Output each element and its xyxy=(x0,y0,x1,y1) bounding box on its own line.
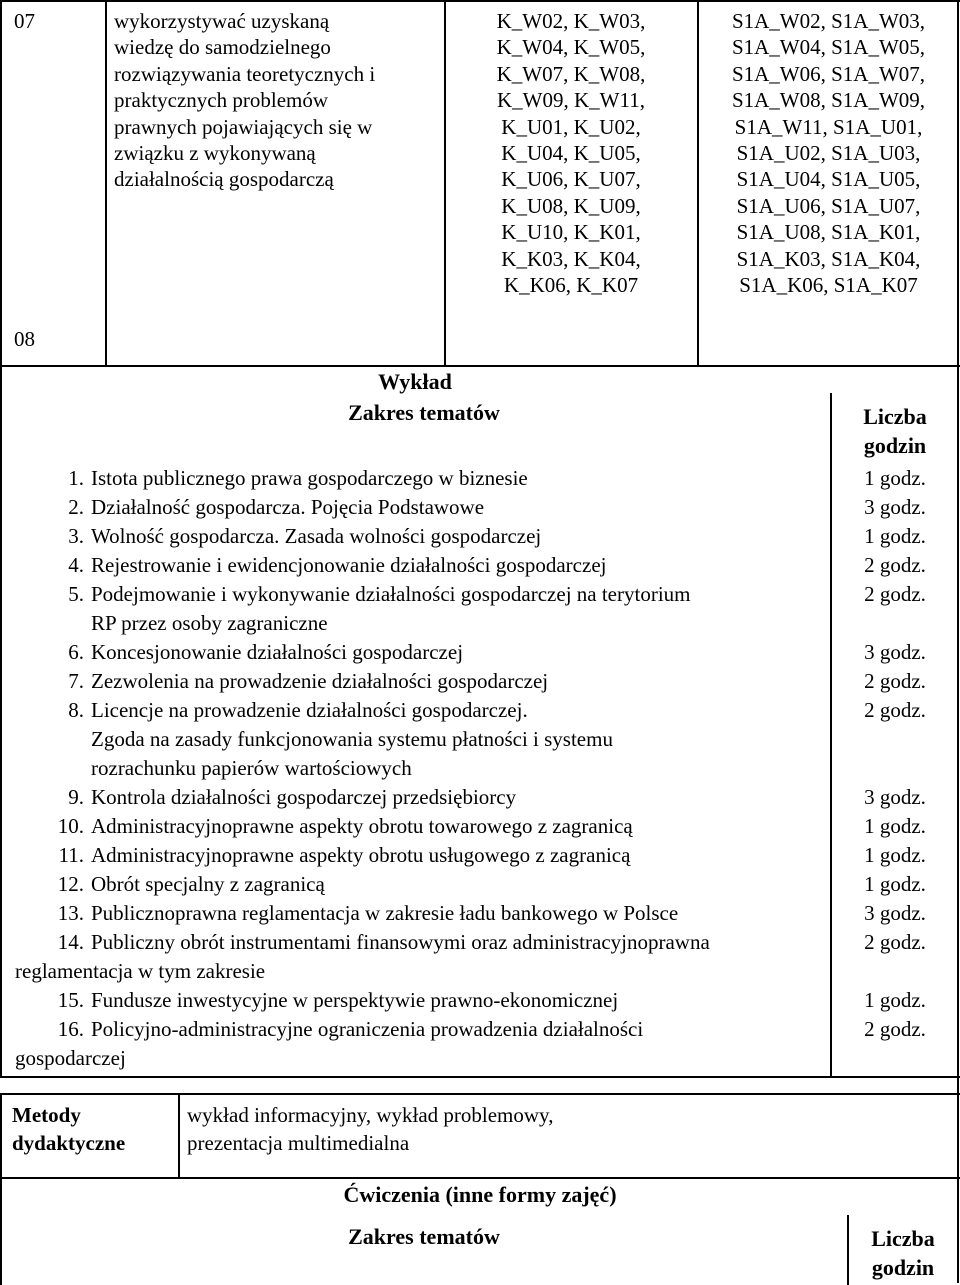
topic-number: 1. xyxy=(68,466,84,490)
outcome-description xyxy=(114,8,444,193)
topic-text: Publicznoprawna reglamentacja w zakresie ładu bankowego w Polsce xyxy=(91,901,679,925)
description-line: związku z wykonywaną xyxy=(114,141,316,166)
list-item xyxy=(0,870,820,899)
topic-number: 11. xyxy=(58,843,84,867)
description-line: prawnych pojawiających się w xyxy=(114,114,373,139)
topic-number: 16. xyxy=(57,1017,84,1041)
hours-spacer xyxy=(835,609,955,638)
list-item xyxy=(0,551,820,580)
metody-value-line: prezentacja multimedialna xyxy=(187,1131,410,1155)
topic-number: 15. xyxy=(57,988,84,1012)
hours-value: 3 godz. xyxy=(864,785,926,809)
topic-number: 9. xyxy=(68,785,84,809)
metody-divider xyxy=(178,1093,180,1177)
hours-header-line: godzin xyxy=(871,1255,935,1280)
description-line: praktycznych problemów xyxy=(114,88,329,113)
metody-label-line: Metody xyxy=(12,1103,81,1127)
topic-number: 2. xyxy=(68,495,84,519)
list-item xyxy=(0,783,820,812)
code-line: S1A_U02, S1A_U03, xyxy=(736,141,921,166)
hours-header-line: Liczba xyxy=(871,1226,935,1251)
topic-number: 8. xyxy=(68,698,84,722)
topic-text: Policyjno-administracyjne ograniczenia prowadzenia działalności xyxy=(91,1017,644,1041)
list-item xyxy=(0,464,820,493)
list-item xyxy=(0,928,820,986)
obszarowe-codes xyxy=(699,8,958,298)
code-line: K_U08, K_U09, xyxy=(501,193,641,218)
hours-value: 1 godz. xyxy=(864,814,926,838)
code-line: S1A_U06, S1A_U07, xyxy=(736,193,921,218)
list-item xyxy=(0,841,820,870)
topic-text-continued: rozrachunku papierów wartościowych xyxy=(91,756,412,780)
hours-header-line: Liczba xyxy=(863,404,927,429)
hours-spacer xyxy=(835,754,955,783)
topic-number: 12. xyxy=(57,872,84,896)
code-line: K_U04, K_U05, xyxy=(501,141,641,166)
topic-number: 4. xyxy=(68,553,84,577)
lecture-topics-list xyxy=(0,464,820,1073)
code-line: K_W04, K_W05, xyxy=(496,35,646,60)
description-line: wiedzę do samodzielnego xyxy=(114,35,331,60)
hours-value: 1 godz. xyxy=(864,524,926,548)
topic-number: 10. xyxy=(57,814,84,838)
metody-left-border xyxy=(0,1093,2,1177)
topic-number: 6. xyxy=(68,640,84,664)
hours-value: 1 godz. xyxy=(864,843,926,867)
metody-value-line: wykład informacyjny, wykład problemowy, xyxy=(187,1103,554,1127)
hours-column-divider xyxy=(830,393,832,1076)
code-line: K_W09, K_W11, xyxy=(497,88,645,113)
list-item xyxy=(0,812,820,841)
code-line: S1A_K06, S1A_K07 xyxy=(739,273,918,298)
code-line: S1A_W08, S1A_W09, xyxy=(731,88,926,113)
code-line: S1A_U04, S1A_U05, xyxy=(736,167,921,192)
hours-value: 2 godz. xyxy=(864,669,926,693)
code-line: S1A_W06, S1A_W07, xyxy=(731,61,926,86)
description-line: rozwiązywania teoretycznych i xyxy=(114,61,376,86)
col-divider-1 xyxy=(105,0,107,365)
table-left-border xyxy=(0,0,2,365)
hours-value: 2 godz. xyxy=(864,553,926,577)
description-line: działalnością gospodarczą xyxy=(114,167,334,192)
code-line: K_W02, K_W03, xyxy=(496,9,646,33)
topic-text-continued: reglamentacja w tym zakresie xyxy=(15,959,266,983)
hours-value: 1 godz. xyxy=(864,872,926,896)
kierunkowe-codes xyxy=(446,8,696,298)
cwiczenia-subtitle: Zakres tematów xyxy=(348,1224,500,1249)
list-item xyxy=(0,522,820,551)
topic-number: 7. xyxy=(68,669,84,693)
topic-text: Działalność gospodarcza. Pojęcia Podstawowe xyxy=(91,495,485,519)
metody-label xyxy=(12,1101,125,1157)
list-item xyxy=(0,899,820,928)
code-line: S1A_U08, S1A_K01, xyxy=(736,220,921,245)
topic-number: 5. xyxy=(68,582,84,606)
metody-bottom-border xyxy=(0,1177,960,1179)
hours-value: 1 godz. xyxy=(864,988,926,1012)
metody-top-border xyxy=(0,1076,960,1078)
topic-text: Zezwolenia na prowadzenie działalności gospodarczej xyxy=(91,669,549,693)
topic-text: Administracyjnoprawne aspekty obrotu towarowego z zagranicą xyxy=(91,814,633,838)
metody-value xyxy=(187,1101,747,1157)
topic-text: Licencje na prowadzenie działalności gospodarczej. xyxy=(91,698,528,722)
topic-text: Rejestrowanie i ewidencjonowanie działalności gospodarczej xyxy=(91,553,607,577)
list-item xyxy=(0,1015,820,1073)
code-line: S1A_K03, S1A_K04, xyxy=(736,246,921,271)
topic-number: 3. xyxy=(68,524,84,548)
hours-value: 2 godz. xyxy=(864,698,926,722)
list-item xyxy=(0,493,820,522)
hours-value: 3 godz. xyxy=(864,640,926,664)
code-line: K_K06, K_K07 xyxy=(503,273,639,298)
wyklad-subtitle: Zakres tematów xyxy=(348,400,500,425)
list-item xyxy=(0,986,820,1015)
hours-value: 1 godz. xyxy=(864,466,926,490)
row-number-07: 07 xyxy=(14,9,35,33)
code-line: K_W07, K_W08, xyxy=(496,61,646,86)
hours-header-line: godzin xyxy=(863,433,927,458)
topic-number: 13. xyxy=(57,901,84,925)
topic-number: 14. xyxy=(57,930,84,954)
topic-text: Koncesjonowanie działalności gospodarczej xyxy=(91,640,464,664)
code-line: K_U10, K_K01, xyxy=(501,220,641,245)
code-line: S1A_W04, S1A_W05, xyxy=(731,35,926,60)
topic-text: Kontrola działalności gospodarczej przedsiębiorcy xyxy=(91,785,517,809)
topic-text: Publiczny obrót instrumentami finansowymi oraz administracyjnoprawna xyxy=(91,930,710,954)
topic-text: Podejmowanie i wykonywanie działalności gospodarczej na terytorium xyxy=(91,582,691,606)
row-number-08: 08 xyxy=(14,327,35,351)
code-line: K_U06, K_U07, xyxy=(501,167,641,192)
hours-header xyxy=(833,402,957,460)
topic-text: Istota publicznego prawa gospodarczego w biznesie xyxy=(91,466,528,490)
code-line: K_U01, K_U02, xyxy=(501,114,641,139)
topic-text: Administracyjnoprawne aspekty obrotu usługowego z zagranicą xyxy=(91,843,631,867)
list-item xyxy=(0,638,820,667)
description-line: wykorzystywać uzyskaną xyxy=(114,9,330,33)
cwiczenia-hours-header xyxy=(849,1224,957,1282)
table-top-border xyxy=(0,0,960,2)
hours-value: 2 godz. xyxy=(864,930,926,954)
hours-spacer xyxy=(835,725,955,754)
topic-text: Obrót specjalny z zagranicą xyxy=(91,872,325,896)
list-item xyxy=(0,696,820,783)
code-line: S1A_W11, S1A_U01, xyxy=(734,114,923,139)
topic-text-continued: gospodarczej xyxy=(15,1046,126,1070)
hours-value: 3 godz. xyxy=(864,495,926,519)
metody-top-border-inner xyxy=(0,1093,960,1095)
code-line: K_K03, K_K04, xyxy=(501,246,641,271)
cwiczenia-title: Ćwiczenia (inne formy zajęć) xyxy=(343,1182,617,1207)
topic-text: Wolność gospodarcza. Zasada wolności gospodarczej xyxy=(91,524,542,548)
topic-text-continued: Zgoda na zasady funkcjonowania systemu płatności i systemu xyxy=(91,727,613,751)
hours-spacer xyxy=(835,957,955,986)
list-item xyxy=(0,580,820,638)
code-line: S1A_W02, S1A_W03, xyxy=(731,9,926,33)
list-item xyxy=(0,667,820,696)
lecture-hours-column xyxy=(835,464,955,1044)
hours-value: 2 godz. xyxy=(864,1017,926,1041)
hours-value: 3 godz. xyxy=(864,901,926,925)
topic-text: Fundusze inwestycyjne w perspektywie prawno-ekonomicznej xyxy=(91,988,619,1012)
wyklad-title: Wykład xyxy=(378,369,452,394)
table-row-divider xyxy=(0,365,960,367)
topic-text-continued: RP przez osoby zagraniczne xyxy=(91,611,328,635)
metody-label-line: dydaktyczne xyxy=(12,1131,126,1155)
hours-value: 2 godz. xyxy=(864,582,926,606)
